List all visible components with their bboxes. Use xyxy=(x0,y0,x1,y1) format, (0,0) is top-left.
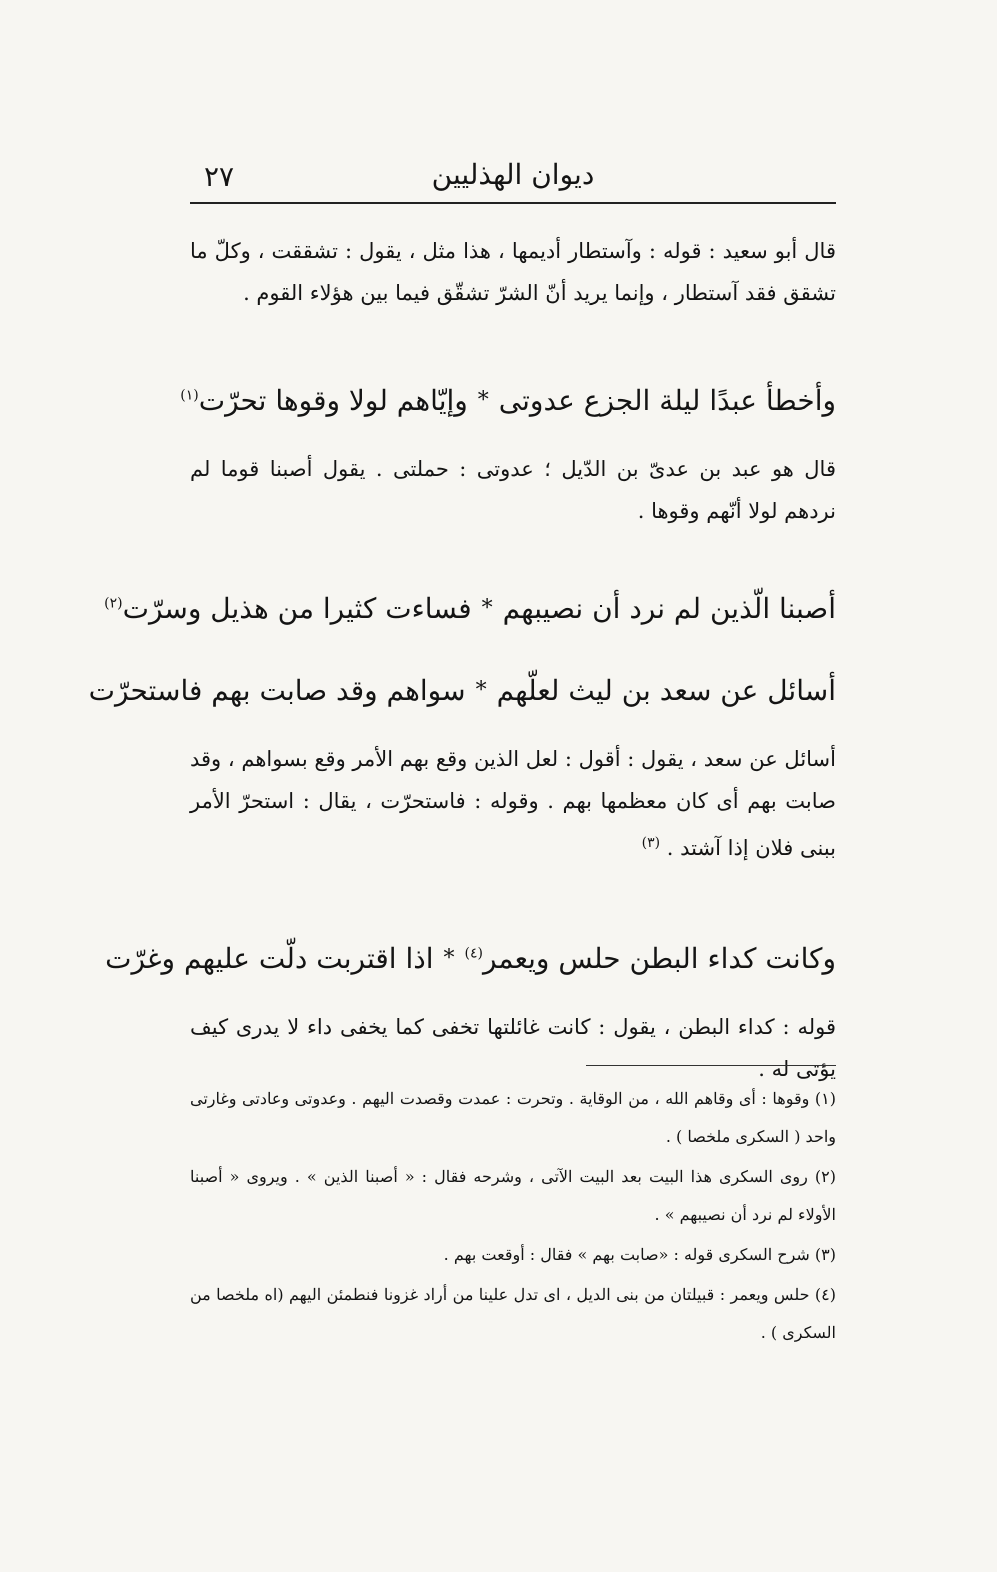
footnote-mark-4: (٤) xyxy=(464,945,483,962)
footnote-1: (١) وقوها : أى وقاهم الله ، من الوقاية . وتحرت : عمدت وقصدت اليهم . وعدوتى وعادتى وغارتى واحد ( السكرى ملخصا ) . xyxy=(190,1089,836,1146)
verse-4-second-hemistich: اذا اقتربت دلّت عليهم وغرّت xyxy=(105,941,434,975)
verse-3 xyxy=(88,660,836,720)
page-number: ٢٧ xyxy=(204,160,235,193)
verse-separator-star: * xyxy=(477,387,489,413)
verse-3-first-hemistich: أسائل عن سعد بن ليث لعلّهم xyxy=(496,673,836,707)
verse-separator-star: * xyxy=(481,595,493,621)
page-header xyxy=(190,150,836,204)
verse-separator-star: * xyxy=(443,945,455,971)
footnotes xyxy=(190,1080,836,1354)
verse-3-second-hemistich: سواهم وقد صابت بهم فاستحرّت xyxy=(88,673,466,707)
commentary-paragraph-3: أسائل عن سعد ، يقول : أقول : لعل الذين وقع بهم الأمر وقع بسواهم ، وقد صابت بهم أى كان معظمها بهم . وقوله : فاستحرّت ، يقال : استحرّ الأمر ببنى فلان إذا آشتد . $^{(٣)}$ xyxy=(190,747,836,860)
footnote-mark-3: (٣) xyxy=(641,835,661,851)
verse-1-first-hemistich: وأخطأ عبدًا ليلة الجزع عدوتى xyxy=(498,383,836,417)
footnote-3: (٣) شرح السكرى قوله : «صابت بهم » فقال : أوقعت بهم . xyxy=(443,1245,836,1264)
commentary-paragraph-4: قوله : كداء البطن ، يقول : كانت غائلتها تخفى كما يخفى داء لا يدرى كيف يؤتى له . xyxy=(190,1015,836,1081)
verse-4 xyxy=(105,928,836,988)
footnote-mark-2: (٢) xyxy=(104,595,123,612)
footnote-divider xyxy=(586,1065,836,1066)
running-title: ديوان الهذليين xyxy=(431,158,595,191)
verse-2 xyxy=(104,578,836,638)
verse-1 xyxy=(180,370,836,430)
verse-2-second-hemistich: فساءت كثيرا من هذيل وسرّت$^{(٢)}$ xyxy=(104,591,472,625)
verse-4-first-hemistich: وكانت كداء البطن حلس ويعمر$^{(٤)}$ xyxy=(464,941,836,975)
commentary-paragraph-2: قال هو عبد بن عدىّ بن الدّيل ؛ عدوتى : حملتى . يقول أصبنا قوما لم نردهم لولا أنّهم وقوها . xyxy=(190,457,836,523)
commentary-paragraph-1: قال أبو سعيد : قوله : وآستطار أديمها ، هذا مثل ، يقول : تشققت ، وكلّ ما تشقق فقد آستطار ، وإنما يريد أنّ الشرّ تشقّق فيما بين هؤلاء القوم . xyxy=(190,239,836,305)
footnote-4: (٤) حلس ويعمر : قبيلتان من بنى الديل ، اى تدل علينا من أراد غزونا فنطمئن اليهم (اه ملخصا من السكرى ) . xyxy=(190,1285,837,1342)
verse-separator-star: * xyxy=(475,677,487,703)
footnote-mark-1: (١) xyxy=(180,387,199,404)
verse-2-first-hemistich: أصبنا الّذين لم نرد أن نصيبهم xyxy=(502,591,836,625)
footnote-2: (٢) روى السكرى هذا البيت بعد البيت الآتى ، وشرحه فقال : « أصبنا الذين » . ويروى « أصبنا الأولاء لم نرد أن نصيبهم » . xyxy=(190,1167,836,1224)
verse-1-second-hemistich: وإيّاهم لولا وقوها تحرّت$^{(١)}$ xyxy=(180,383,468,417)
